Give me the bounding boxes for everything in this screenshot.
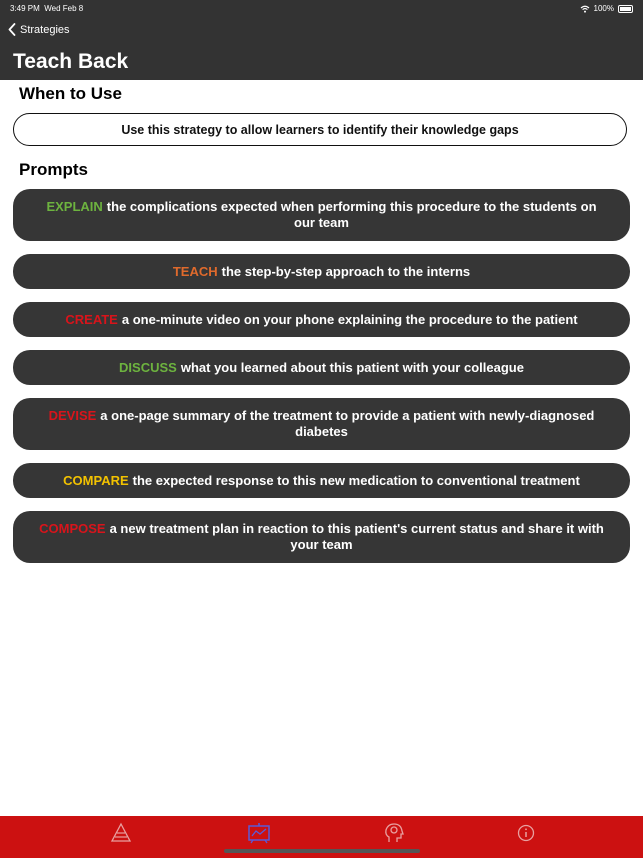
head-gear-icon [383,822,405,844]
when-to-use-heading: When to Use [19,84,122,103]
prompt-devise[interactable] [13,398,630,450]
prompt-create[interactable] [13,302,630,337]
prompt-text: a new treatment plan in reaction to this patient's current status and share it with your team [109,521,604,552]
back-button[interactable] [8,23,70,36]
prompt-keyword: COMPOSE [39,521,106,536]
prompt-keyword: DEVISE [48,408,97,423]
navigation-bar [0,0,643,80]
pyramid-icon [110,822,132,844]
prompt-text: the complications expected when performing this procedure to the students on our team [106,199,597,230]
prompt-explain[interactable] [13,189,630,241]
prompt-text: the step-by-step approach to the interns [221,263,471,279]
info-icon [515,822,537,844]
home-indicator [224,849,420,853]
prompt-text: the expected response to this new medication to conventional treatment [132,472,580,488]
prompts-heading: Prompts [19,160,88,179]
wifi-icon [580,5,590,13]
status-date: Wed Feb 8 [44,4,84,13]
tab-strategies[interactable] [247,822,269,844]
prompt-teach[interactable] [13,254,630,289]
tab-info[interactable] [515,822,537,844]
prompt-compose[interactable] [13,511,630,563]
prompt-keyword: DISCUSS [119,359,177,375]
battery-percent: 100% [593,4,614,13]
prompt-keyword: COMPARE [63,472,129,488]
tab-pyramid[interactable] [110,822,132,844]
chevron-left-icon [8,23,16,36]
prompt-text: a one-page summary of the treatment to provide a patient with newly-diagnosed diabetes [100,408,595,439]
prompt-text: what you learned about this patient with your colleague [180,359,524,375]
battery-icon [618,5,633,13]
status-right [580,4,633,13]
when-to-use-text: Use this strategy to allow learners to identify their knowledge gaps [121,122,519,137]
when-to-use-box [13,113,627,146]
prompt-discuss[interactable] [13,350,630,385]
back-label: Strategies [20,23,70,36]
prompt-keyword: CREATE [65,311,118,327]
prompt-keyword: TEACH [172,263,218,279]
status-time-date [10,4,83,13]
tab-mindset[interactable] [383,822,405,844]
strategy-board-icon [247,822,271,844]
status-time: 3:49 PM [10,4,40,13]
prompt-text: a one-minute video on your phone explaining the procedure to the patient [121,311,578,327]
page-title: Teach Back [13,50,129,73]
prompt-keyword: EXPLAIN [46,199,103,214]
prompt-compare[interactable] [13,463,630,498]
